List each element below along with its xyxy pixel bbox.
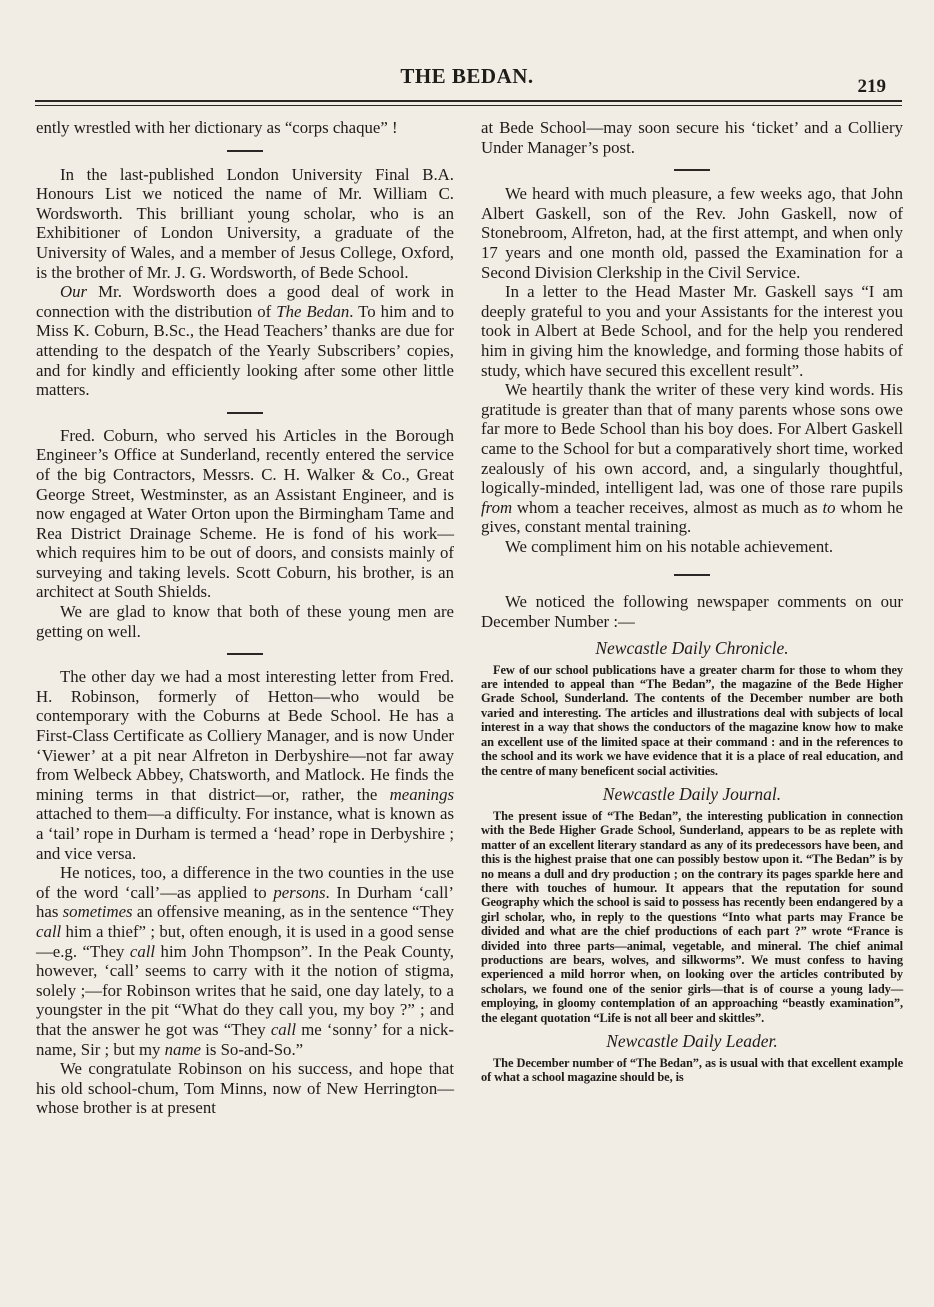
text-run: him a thief” ; but, often enough, it is used in a good sense—e.g. “They [36, 921, 454, 961]
emphasis: name [164, 1039, 202, 1059]
right-column [481, 118, 903, 1085]
paragraph: We are glad to know that both of these young men are getting on well. [36, 602, 454, 641]
text-run: whom a teacher receives, almost as much as [512, 497, 823, 517]
paragraph: at Bede School—may soon secure his ‘ticket’ and a Colliery Under Manager’s post. [481, 118, 903, 157]
emphasis: call [36, 921, 62, 941]
emphasis: call [129, 941, 156, 961]
newspaper-quote: The December number of “The Bedan”, as is usual with that excellent example of what a school magazine should be, is [481, 1056, 903, 1085]
paragraph [481, 380, 903, 537]
paragraph [36, 667, 454, 863]
newspaper-quote: Few of our school publications have a greater charm for those to whom they are intended to appeal than “The Bedan”, the magazine of the Bede Higher Grade School, Sunderland. The contents of the December number are both varied and interesting. The articles and illustrations deal with subjects of local interest in a way that shows the conductors of the magazine know how to make an excellent use of the limited space at their command : and in the references to the school and its work we have evidence that it is a place of real education, and the centre of many beneficent social activities. [481, 662, 903, 778]
paragraph: Fred. Coburn, who served his Articles in the Borough Engineer’s Office at Sunderland, recently entered the service of the big Contractors, Messrs. C. H. Walker & Co., Great George Street, Westminster, as an Assistant Engineer, and is now engaged at Water Orton upon the Birmingham Tame and Rea District Drainage Scheme. He is fond of his work—which requires him to be out of doors, and consists mainly of surveying and taking levels. Scott Coburn, his brother, is an architect at South Shields. [36, 425, 454, 602]
emphasis: to [822, 497, 836, 517]
publication-title: The Bedan [276, 301, 350, 321]
text-run: He notices, too, a difference in the two counties in the use of the word ‘call’—as applied to [36, 863, 454, 902]
text-run: Mr. Wordsworth does a good deal of work in connection with the distribution of [36, 282, 454, 321]
text-run: him John Thompson”. In the Peak County, however, ‘call’ seems to carry with it the notion of stigma, solely ;—for Robinson writes that he said, one day lately, to a youngster in the pit “What do they call you, my boy ?” ; and that the answer he got was “They [36, 941, 454, 1039]
paragraph: We congratulate Robinson on his success, and hope that his old school-chum, Tom Minns, now of New Herrington—whose brother is at present [36, 1059, 454, 1118]
paragraph: In the last-published London University Final B.A. Honours List we noticed the name of Mr. William C. Wordsworth. This brilliant young scholar, who is an Exhibitioner of London University, a graduate of the University of Wales, and a member of Jesus College, Oxford, is the brother of Mr. J. G. Wordsworth, of Bede School. [36, 164, 454, 282]
paragraph: ently wrestled with her dictionary as “corps chaque” ! [36, 118, 398, 137]
text-run: me ‘sonny’ for a nick-name, Sir ; but my [36, 1019, 454, 1059]
emphasis: Our [60, 282, 88, 302]
header-rule-thin [35, 105, 902, 106]
text-run: is So-and-So.” [201, 1039, 304, 1059]
emphasis: call [270, 1019, 297, 1039]
text-run: We heartily thank the writer of these very kind words. His gratitude is greater than that of many parents whose sons owe far more to Bede School than his boy does. For Albert Gaskell came to the School for but a comparatively short time, worked zealously of his own accord, and, a singularly thoughtful, logically-minded, intelligent lad, was one of those rare pupils [481, 380, 903, 498]
paragraph: In a letter to the Head Master Mr. Gaskell says “I am deeply grateful to you and your Assistants for the interest you took in Albert at Bede School, and for the help you rendered him in giving him the knowledge, and forming those habits of study, which have secured this excellent result”. [481, 282, 903, 380]
text-run: . In Durham ‘call’ has [36, 882, 454, 922]
emphasis: from [481, 497, 513, 517]
emphasis: sometimes [62, 902, 133, 922]
emphasis: persons [273, 882, 326, 902]
text-run: an offensive meaning, as in the sentence “They [132, 902, 454, 922]
text-run: whom he gives, constant mental training. [481, 497, 904, 537]
emphasis: meanings [389, 784, 454, 804]
running-title: THE BEDAN. [400, 64, 534, 88]
newspaper-quote: The present issue of “The Bedan”, the interesting publication in connection with the Bede Higher Grade School, Sunderland, appears to be as replete with matter of an excellent literary standard as any of its predecessors have been, and this is the highest praise that one can possibly bestow upon it. “The Bedan” is by no means a dull and dry production ; on the contrary its pages sparkle here and there with touches of humour. It appears that the reputation for sound Geography which the school is said to possess has recently been endangered by a girl scholar, who, in reply to the questions “Into what parts may France be divided and what are the chief productions of each part ?” wrote “France is divided into three parts—animal, vegetable, and mineral. The chief animal productions are bears, wolves, and silkworms”. We must confess to having experienced a mild horror when, on looking over the articles contributed by scholars, we found one of the senior girls—that is of course a young lady—employing, in gloomy contemplation of an approaching “beastly examination”, the elegant quotation “Life is not all beer and skittles”. [481, 808, 903, 1025]
paragraph [36, 863, 454, 1059]
text-run: . To him and to Miss K. Coburn, B.Sc., the Head Teachers’ thanks are due for attending to the despatch of the Yearly Subscribers’ copies, and for kindly and efficiently looking after some other little matters. [36, 301, 454, 400]
newspaper-heading: Newcastle Daily Chronicle. [595, 637, 789, 658]
paragraph: We heard with much pleasure, a few weeks ago, that John Albert Gaskell, son of the Rev. John Gaskell, now of Stonebroom, Alfreton, had, at the first attempt, and when only 17 years and one month old, passed the Examination for a Second Division Clerkship in the Civil Service. [481, 184, 903, 282]
page-number: 219 [857, 76, 886, 97]
left-column [36, 118, 454, 1118]
paragraph: We compliment him on his notable achievement. [505, 536, 834, 556]
text-run: attached to them—a difficulty. For instance, what is known as a ‘tail’ rope in Durham is termed a ‘head’ rope in Derbyshire ; and vice versa. [36, 804, 454, 863]
page-header [0, 0, 934, 110]
newspaper-heading: Newcastle Daily Leader. [606, 1031, 778, 1051]
paragraph: We noticed the following newspaper comments on our December Number :— [481, 592, 903, 632]
paragraph [36, 282, 454, 400]
newspaper-heading: Newcastle Daily Journal. [602, 783, 782, 804]
header-rule-thick [35, 100, 902, 102]
text-run: The other day we had a most interesting letter from Fred. H. Robinson, formerly of Hetton—who would be contemporary with the Coburns at Bede School. He has a First-Class Certificate as Colliery Manager, and is now Under ‘Viewer’ at a pit near Alfreton in Derbyshire—not far away from Welbeck Abbey, Chatsworth, and Matlock. He finds the mining terms in that district—or, rather, the [36, 667, 454, 804]
